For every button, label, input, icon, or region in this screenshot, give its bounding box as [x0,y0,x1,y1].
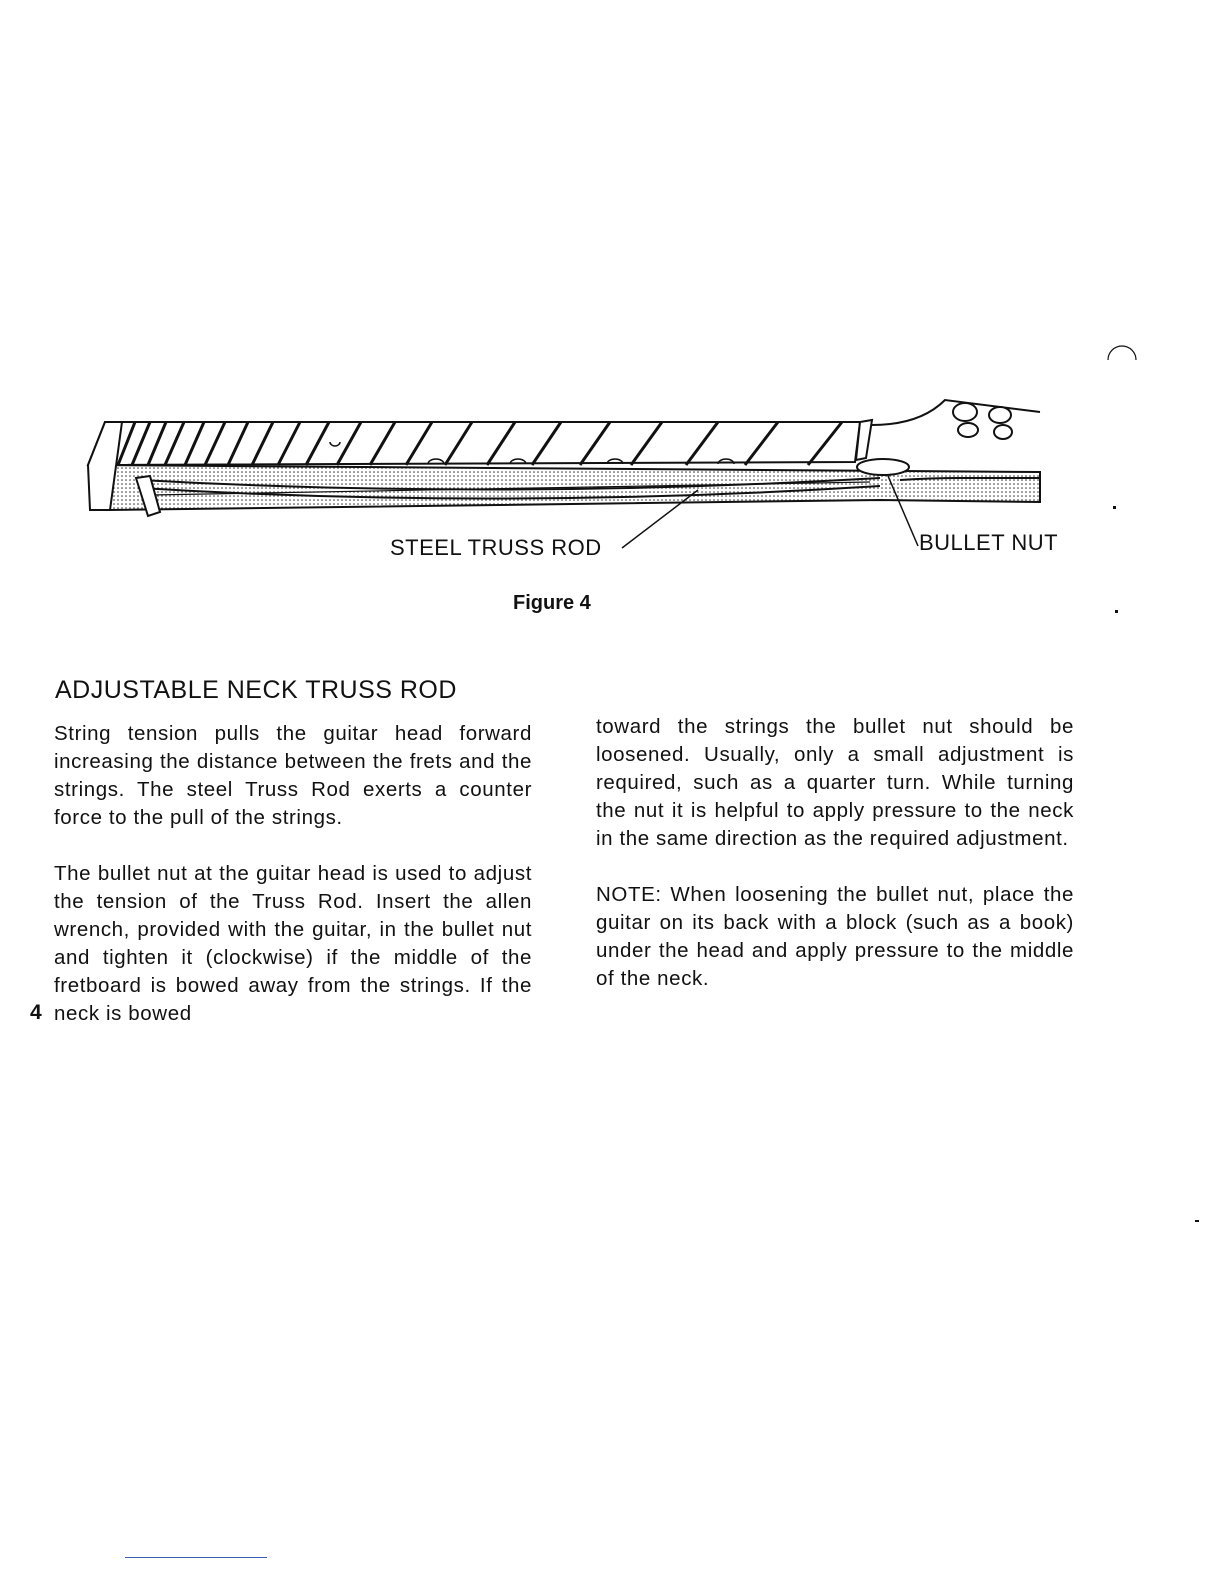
figure-caption: Figure 4 [513,592,591,614]
scan-speck [1195,1220,1199,1222]
steel-truss-rod-label: STEEL TRUSS ROD [390,535,602,560]
paragraph: The bullet nut at the guitar head is used to adjust the tension of the Truss Rod. Insert the allen wrench, provided with the guitar, in the bullet nut and tighten it (clockwise) if the middle of the fretboard is bowed away from the strings. If the neck is bowed [54,862,532,1025]
scan-speck [1113,506,1116,509]
left-column [54,720,532,1028]
tuning-peg-icons [953,403,1012,439]
right-column [596,713,1074,993]
paragraph: String tension pulls the guitar head forward increasing the distance between the frets and the strings. The steel Truss Rod exerts a counter force to the pull of the strings. [54,722,532,829]
bullet-nut-shape [857,459,909,475]
footnote-rule [125,1557,267,1558]
paragraph: toward the strings the bullet nut should be loosened. Usually, only a small adjustment is required, such as a quarter turn. While turning the nut it is helpful to apply pressure to the neck in the same direction as the required adjustment. [596,715,1074,850]
scan-speck [1115,610,1118,613]
note-paragraph: NOTE: When loosening the bullet nut, place the guitar on its back with a block (such as a book) under the head and apply pressure to the middle of the neck. [596,883,1074,990]
page-number: 4 [30,1001,42,1024]
neck-diagram-figure [0,330,1224,630]
section-heading: ADJUSTABLE NECK TRUSS ROD [55,676,457,704]
bullet-nut-label: BULLET NUT [919,530,1059,555]
